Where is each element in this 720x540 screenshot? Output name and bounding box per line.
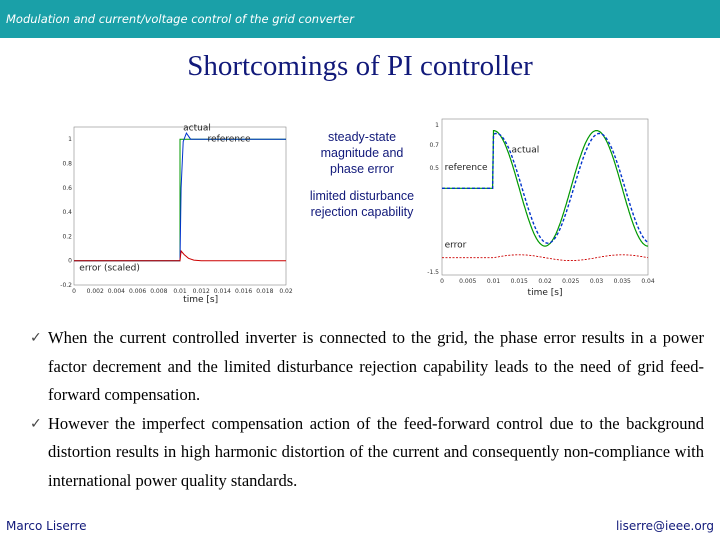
x-tick-label: 0.004 <box>107 288 125 295</box>
bullet-list <box>30 324 704 495</box>
x-tick-label: 0 <box>72 288 76 295</box>
footer-email: liserre@ieee.org <box>615 519 714 533</box>
label-reference: reference <box>444 162 488 173</box>
y-tick-label: 0.6 <box>62 184 72 192</box>
x-tick-label: 0.015 <box>510 278 528 285</box>
sinusoidal-tracking-plot <box>422 113 658 307</box>
x-tick-label: 0.02 <box>538 278 552 285</box>
y-tick-label: -1.5 <box>427 269 439 277</box>
sinusoidal-tracking-svg <box>422 113 658 307</box>
disturbance-rejection-callout: limited disturbance rejection capability <box>309 189 415 219</box>
x-tick-label: 0.03 <box>589 278 604 285</box>
step-response-plot <box>62 117 298 307</box>
x-axis-label: time [s] <box>183 295 219 305</box>
bullet-item <box>30 410 704 496</box>
x-tick-label: 0.01 <box>173 288 187 295</box>
series-line-error <box>442 255 648 261</box>
step-response-svg <box>62 117 298 307</box>
bullet-text: When the current controlled inverter is connected to the grid, the phase error results in a power factor decrement and the limited disturbance rejection capability leads to the need of grid feed-forward compensation. <box>48 328 704 404</box>
header-bar <box>0 0 720 38</box>
x-tick-label: 0.018 <box>256 288 274 295</box>
check-icon: ✓ <box>30 330 42 346</box>
y-tick-label: 0.5 <box>429 165 439 173</box>
steady-state-error-callout: steady-state magnitude and phase error <box>320 130 404 176</box>
y-tick-label: 0.7 <box>429 142 439 149</box>
x-tick-label: 0.04 <box>641 278 655 285</box>
x-tick-label: 0.01 <box>486 278 501 285</box>
y-tick-label: 0.4 <box>62 209 72 217</box>
slide-title: Shortcomings of PI controller <box>187 50 533 82</box>
plot-frame <box>442 119 648 275</box>
y-tick-label: 0 <box>68 257 72 265</box>
x-tick-label: 0.016 <box>235 288 253 295</box>
x-tick-label: 0.035 <box>613 278 631 285</box>
x-tick-label: 0.025 <box>562 278 580 285</box>
bullet-item <box>30 324 704 410</box>
x-tick-label: 0.006 <box>129 288 147 295</box>
x-axis-label: time [s] <box>527 288 563 298</box>
x-tick-label: 0.005 <box>459 278 477 285</box>
x-tick-label: 0.002 <box>86 288 104 295</box>
y-tick-label: -0.2 <box>60 282 72 289</box>
y-tick-label: 0.8 <box>62 160 72 168</box>
x-tick-label: 0 <box>440 278 444 285</box>
x-tick-label: 0.012 <box>192 288 210 295</box>
label-actual: actual <box>511 145 540 156</box>
y-tick-label: 1 <box>68 136 72 144</box>
x-tick-label: 0.008 <box>150 288 168 295</box>
label-error: error <box>444 240 467 251</box>
label-error: error (scaled) <box>79 263 140 274</box>
footer-author: Marco Liserre <box>6 519 87 533</box>
y-tick-label: 0.2 <box>62 233 72 241</box>
label-reference: reference <box>207 134 251 145</box>
series-line-actual <box>442 134 648 244</box>
y-tick-label: 1 <box>435 121 439 129</box>
label-actual: actual <box>183 123 211 134</box>
check-icon: ✓ <box>30 415 42 432</box>
course-title: Modulation and current/voltage control of the grid converter <box>6 12 354 26</box>
x-tick-label: 0.02 <box>279 288 293 295</box>
bullet-text: However the imperfect compensation action of the feed-forward control due to the background distortion results in high harmonic distortion of the current and consequently non-compliance with international power quality standards. <box>48 413 704 490</box>
x-tick-label: 0.014 <box>213 288 231 295</box>
